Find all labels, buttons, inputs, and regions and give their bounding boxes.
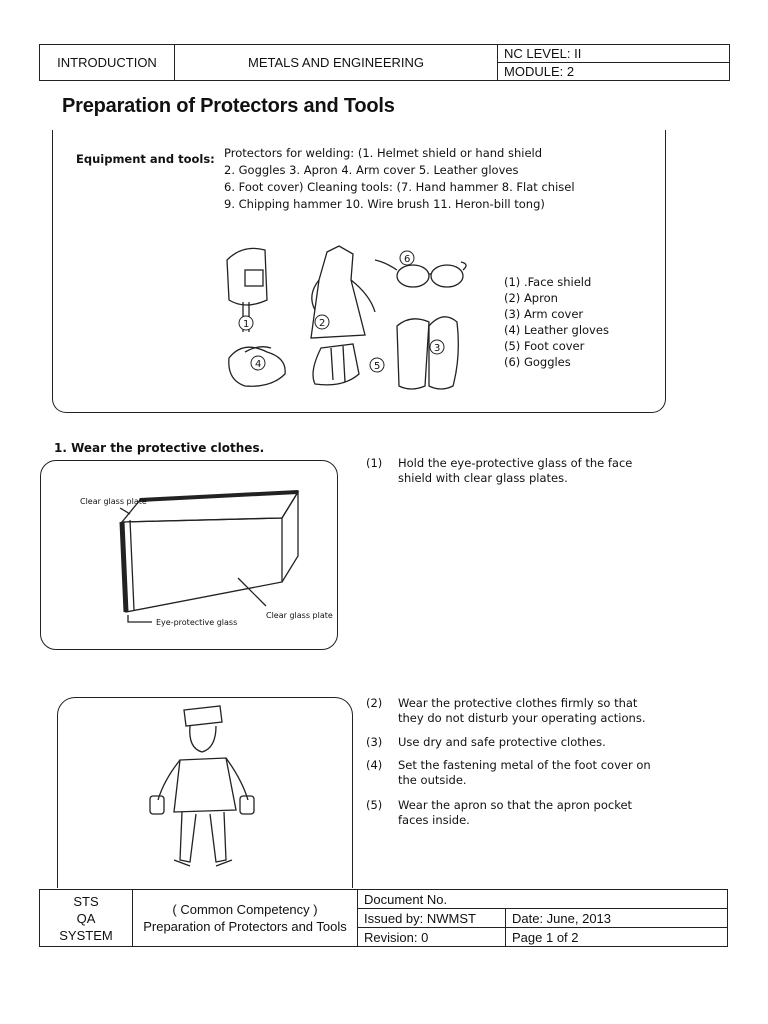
footer-issued-by: Issued by: NWMST	[358, 909, 506, 928]
step-1	[366, 456, 666, 486]
step-number: (5)	[366, 798, 383, 812]
page-title: Preparation of Protectors and Tools	[62, 95, 395, 117]
legend-item: (2) Apron	[504, 291, 558, 305]
arm-cover-shape	[397, 319, 429, 389]
legend-item: (5) Foot cover	[504, 339, 585, 353]
legend-item: (3) Arm cover	[504, 307, 584, 321]
step-2	[366, 696, 666, 726]
callout-3: 3	[434, 343, 441, 354]
callout-2: 2	[319, 318, 326, 329]
step-number: (1)	[366, 456, 383, 470]
equipment-line-1: Protectors for welding: (1. Helmet shield or hand shield	[224, 146, 543, 160]
header-nc-level: NC LEVEL: II	[498, 45, 730, 63]
equipment-line-3: 6. Foot cover) Cleaning tools: (7. Hand hammer 8. Flat chisel	[224, 180, 575, 194]
step-number: (2)	[366, 696, 383, 710]
header-module: MODULE: 2	[498, 63, 730, 81]
face-shield-shape	[227, 248, 267, 305]
equipment-callouts	[239, 251, 444, 372]
footer-org-line: QA	[76, 910, 96, 926]
legend-item: (6) Goggles	[504, 355, 571, 369]
footer-org-line: STS	[73, 893, 99, 909]
welder-head	[190, 726, 216, 752]
footer-title: Preparation of Protectors and Tools	[143, 919, 347, 934]
glass-plate-figure	[60, 470, 340, 640]
step-5	[366, 798, 666, 828]
footer-org-line: SYSTEM	[59, 927, 113, 943]
footer-org	[40, 890, 133, 947]
header-section: INTRODUCTION	[40, 45, 175, 81]
step-4	[366, 758, 666, 788]
label-eye-protective-glass: Eye-protective glass	[156, 618, 238, 627]
step-3	[366, 735, 666, 750]
footer-page: Page 1 of 2	[506, 928, 728, 947]
welder-helmet	[184, 706, 222, 726]
footer-date: Date: June, 2013	[506, 909, 728, 928]
label-clear-glass-top: Clear glass plate	[80, 497, 147, 506]
legend-item: (4) Leather gloves	[504, 323, 609, 337]
equipment-line-2: 2. Goggles 3. Apron 4. Arm cover 5. Leather gloves	[224, 163, 519, 177]
step-number: (3)	[366, 735, 383, 749]
welder-figure	[140, 700, 270, 880]
footer-competency: ( Common Competency )	[172, 902, 318, 917]
callout-6: 6	[404, 254, 411, 265]
callout-5: 5	[374, 361, 381, 372]
callout-1: 1	[243, 319, 250, 330]
section-heading: 1. Wear the protective clothes.	[54, 441, 265, 455]
label-clear-glass-right: Clear glass plate	[266, 611, 333, 620]
goggles-shape	[397, 265, 429, 287]
step-text: Wear the protective clothes firmly so that they do not disturb your operating actions.	[398, 696, 646, 725]
step-text: Hold the eye-protective glass of the face shield with clear glass plates.	[398, 456, 633, 485]
welder-apron	[174, 758, 236, 812]
equipment-line-4: 9. Chipping hammer 10. Wire brush 11. Heron-bill tong)	[224, 197, 545, 211]
equipment-illustration	[215, 240, 485, 400]
footer-document-no: Document No.	[358, 890, 728, 909]
step-number: (4)	[366, 758, 383, 772]
equipment-legend	[504, 274, 609, 370]
foot-cover-shape	[313, 344, 359, 385]
equipment-label: Equipment and tools:	[76, 152, 215, 166]
legend-item: (1) .Face shield	[504, 275, 592, 289]
welder-left-glove	[150, 796, 164, 814]
callout-4: 4	[255, 359, 262, 370]
step-text: Set the fastening metal of the foot cover on the outside.	[398, 758, 651, 787]
footer-table	[39, 889, 728, 947]
step-text: Wear the apron so that the apron pocket faces inside.	[398, 798, 633, 827]
footer-doc-title	[133, 890, 358, 947]
footer-revision: Revision: 0	[358, 928, 506, 947]
header-table	[39, 44, 730, 81]
step-text: Use dry and safe protective clothes.	[398, 735, 606, 749]
header-subject: METALS AND ENGINEERING	[175, 45, 498, 81]
